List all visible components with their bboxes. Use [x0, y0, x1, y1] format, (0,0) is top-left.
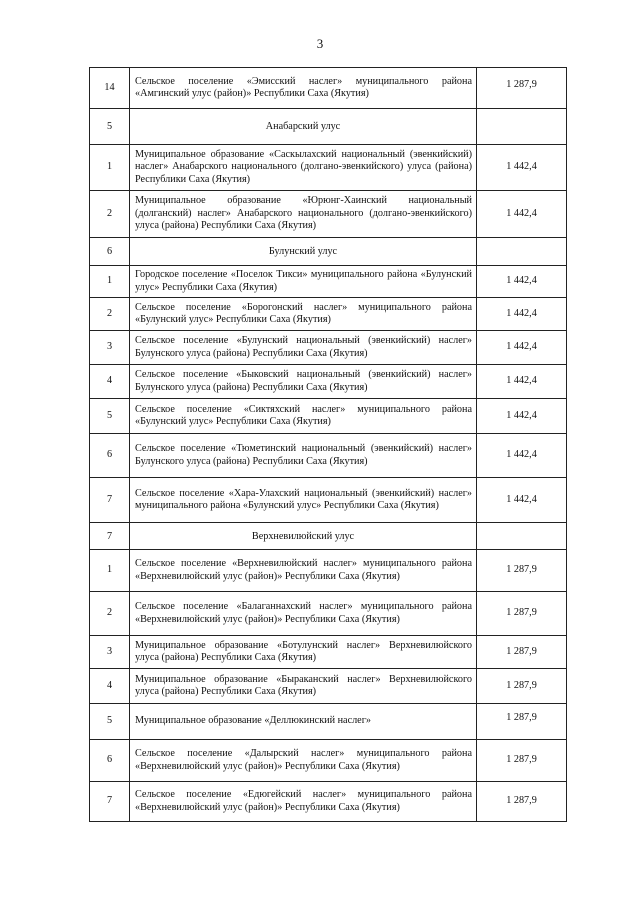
- row-number: 7: [90, 782, 130, 822]
- row-number: 5: [90, 704, 130, 740]
- municipality-name: Муниципальное образование «Быраканский наслег» Верхневилюйского улуса (района) Республики Саха (Якутия): [130, 669, 477, 704]
- row-value: 1 442,4: [477, 298, 567, 331]
- row-number: 1: [90, 266, 130, 298]
- municipality-name: Муниципальное образование «Саскылахский национальный (эвенкийский) наслег» Анабарского национального (долгано-эвенкийского) улуса (района) Республики Саха (Якутия): [130, 145, 477, 191]
- table-row: [90, 365, 567, 399]
- row-number: 6: [90, 740, 130, 782]
- section-number: 5: [90, 109, 130, 145]
- row-number: 3: [90, 636, 130, 669]
- row-value: 1 287,9: [477, 592, 567, 636]
- row-number: 2: [90, 298, 130, 331]
- municipality-name: Сельское поселение «Балаганнахский наслег» муниципального района «Верхневилюйский улус (район)» Республики Саха (Якутия): [130, 592, 477, 636]
- table-row: [90, 550, 567, 592]
- row-value: 1 287,9: [477, 704, 567, 740]
- row-number: 4: [90, 669, 130, 704]
- municipality-name: Сельское поселение «Верхневилюйский наслег» муниципального района «Верхневилюйский улус (район)» Республики Саха (Якутия): [130, 550, 477, 592]
- municipality-name: Сельское поселение «Быковский национальный (эвенкийский) наслег» Булунского улуса (района) Республики Саха (Якутия): [130, 365, 477, 399]
- row-value: 1 442,4: [477, 331, 567, 365]
- row-value: [477, 238, 567, 266]
- row-number: 5: [90, 399, 130, 434]
- municipality-name: Сельское поселение «Далырский наслег» муниципального района «Верхневилюйский улус (район)» Республики Саха (Якутия): [130, 740, 477, 782]
- table-row: [90, 636, 567, 669]
- table-row: [90, 191, 567, 238]
- row-value: 1 287,9: [477, 669, 567, 704]
- table-row: [90, 68, 567, 109]
- section-row: [90, 523, 567, 550]
- table-row: [90, 298, 567, 331]
- row-value: 1 287,9: [477, 782, 567, 822]
- table-row: [90, 434, 567, 478]
- municipalities-table: [89, 67, 567, 822]
- municipality-name: Муниципальное образование «Юрюнг-Хаинский национальный (долганский) наслег» Анабарского национального (долгано-эвенкийского) улуса (района) Республики Саха (Якутия): [130, 191, 477, 238]
- row-number: 2: [90, 592, 130, 636]
- row-value: 1 287,9: [477, 550, 567, 592]
- table-row: [90, 331, 567, 365]
- page-number: 3: [316, 36, 324, 51]
- section-number: 6: [90, 238, 130, 266]
- row-number: 2: [90, 191, 130, 238]
- row-number: 4: [90, 365, 130, 399]
- table-row: [90, 669, 567, 704]
- row-value: 1 442,4: [477, 399, 567, 434]
- row-value: 1 442,4: [477, 478, 567, 523]
- table-row: [90, 145, 567, 191]
- municipality-name: Городское поселение «Поселок Тикси» муниципального района «Булунский улус» Республики Саха (Якутия): [130, 266, 477, 298]
- row-number: 3: [90, 331, 130, 365]
- municipality-name: Сельское поселение «Едюгейский наслег» муниципального района «Верхневилюйский улус (район)» Республики Саха (Якутия): [130, 782, 477, 822]
- section-number: 7: [90, 523, 130, 550]
- row-number: 1: [90, 550, 130, 592]
- row-number: 14: [90, 68, 130, 109]
- municipality-name: Сельское поселение «Эмисский наслег» муниципального района «Амгинский улус (район)» Республики Саха (Якутия): [130, 68, 477, 109]
- table-row: [90, 592, 567, 636]
- row-number: 1: [90, 145, 130, 191]
- row-value: 1 287,9: [477, 740, 567, 782]
- row-value: 1 442,4: [477, 145, 567, 191]
- row-value: [477, 109, 567, 145]
- municipality-name: Сельское поселение «Борогонский наслег» муниципального района «Булунский улус» Республики Саха (Якутия): [130, 298, 477, 331]
- municipality-name: Сельское поселение «Булунский национальный (эвенкийский) наслег» Булунского улуса (района) Республики Саха (Якутия): [130, 331, 477, 365]
- row-value: 1 442,4: [477, 434, 567, 478]
- table-row: [90, 740, 567, 782]
- section-title: Анабарский улус: [130, 109, 477, 145]
- table-row: [90, 478, 567, 523]
- row-value: 1 442,4: [477, 266, 567, 298]
- section-row: [90, 109, 567, 145]
- municipality-name: Сельское поселение «Сиктяхский наслег» муниципального района «Булунский улус» Республики Саха (Якутия): [130, 399, 477, 434]
- row-number: 6: [90, 434, 130, 478]
- row-value: 1 287,9: [477, 636, 567, 669]
- row-value: [477, 523, 567, 550]
- municipality-name: Сельское поселение «Хара-Улахский национальный (эвенкийский) наслег» муниципального района «Булунский улус» Республики Саха (Якутия): [130, 478, 477, 523]
- section-row: [90, 238, 567, 266]
- table-row: [90, 782, 567, 822]
- municipality-name: Муниципальное образование «Деллюкинский наслег»: [130, 704, 477, 740]
- row-value: 1 287,9: [477, 68, 567, 109]
- table-row: [90, 704, 567, 740]
- row-value: 1 442,4: [477, 365, 567, 399]
- table-row: [90, 399, 567, 434]
- section-title: Верхневилюйский улус: [130, 523, 477, 550]
- municipality-name: Сельское поселение «Тюметинский национальный (эвенкийский) наслег» Булунского улуса (района) Республики Саха (Якутия): [130, 434, 477, 478]
- row-value: 1 442,4: [477, 191, 567, 238]
- municipality-name: Муниципальное образование «Ботулунский наслег» Верхневилюйского улуса (района) Республики Саха (Якутия): [130, 636, 477, 669]
- row-number: 7: [90, 478, 130, 523]
- section-title: Булунский улус: [130, 238, 477, 266]
- table-row: [90, 266, 567, 298]
